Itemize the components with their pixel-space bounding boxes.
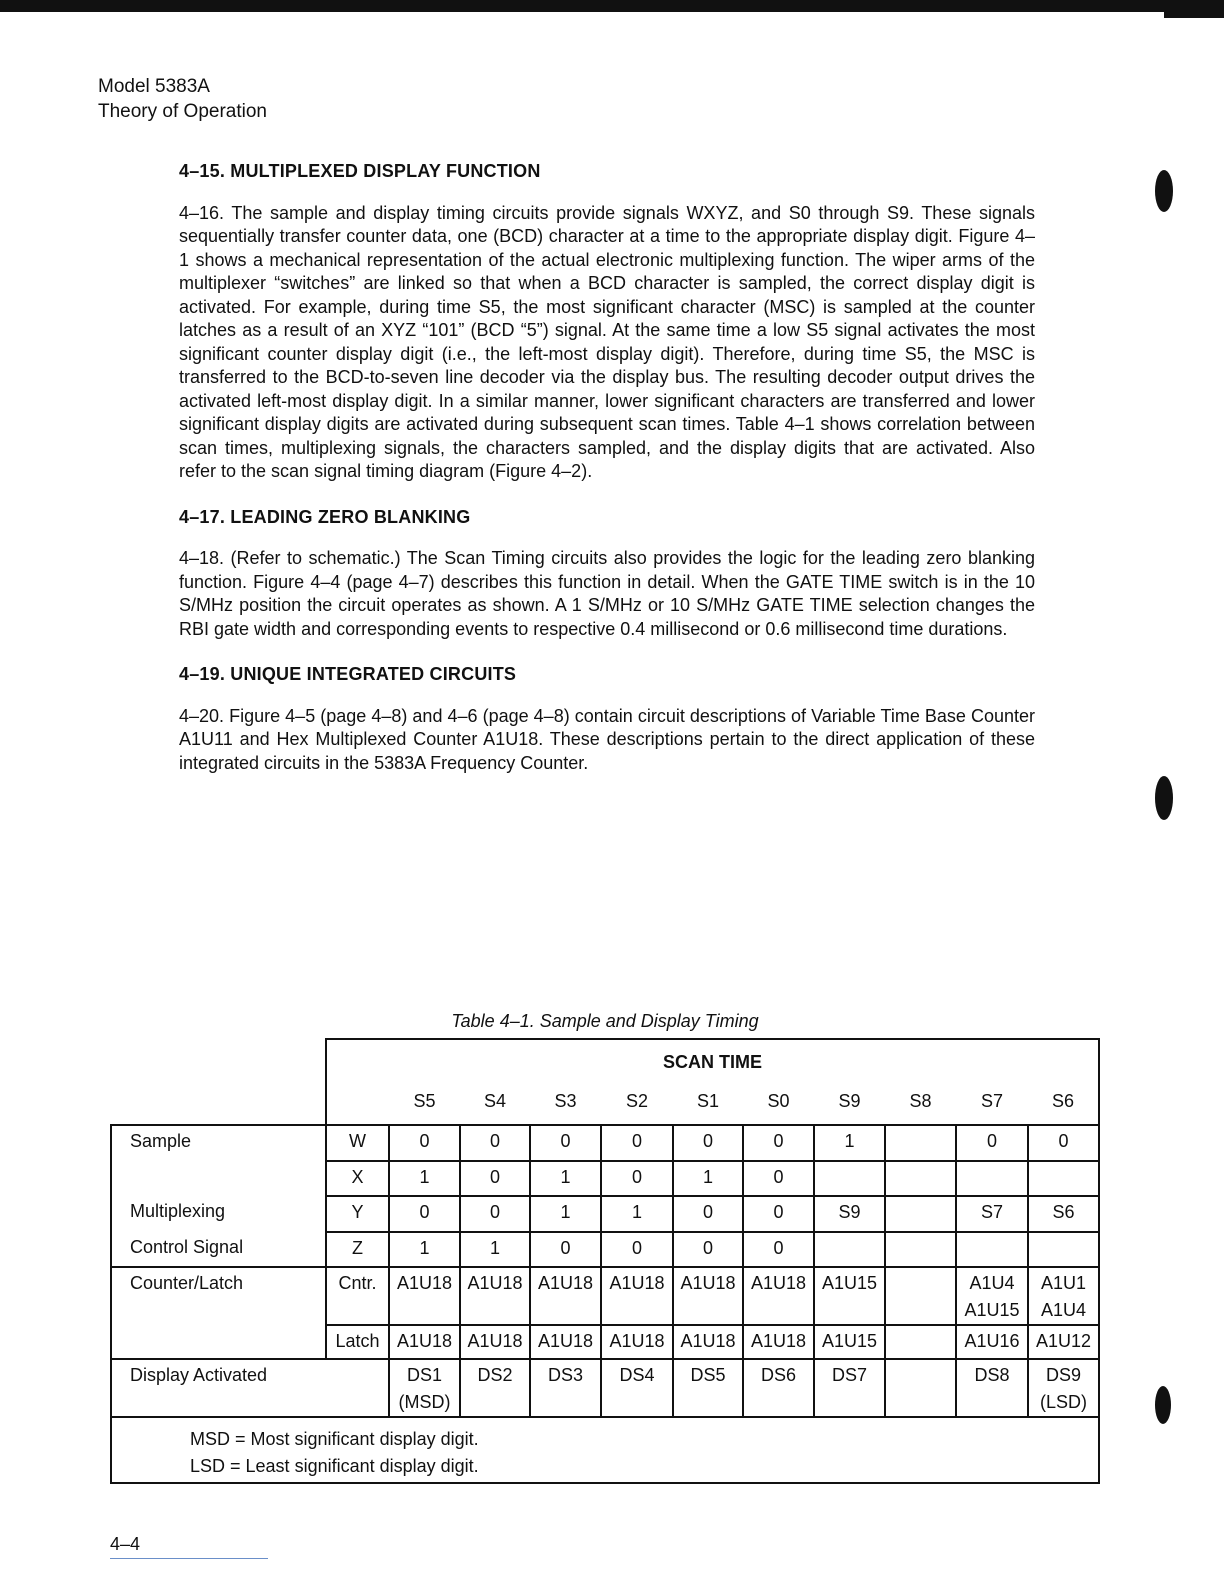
latch-value	[956, 1325, 1028, 1359]
latch-value	[530, 1325, 601, 1359]
display-digit	[1028, 1359, 1099, 1417]
signal-z-value	[460, 1232, 530, 1267]
cell-text: Counter/Latch	[130, 1273, 244, 1293]
binder-hole-mark	[1155, 1386, 1171, 1424]
signal-y-label	[326, 1196, 389, 1232]
signal-x-label	[326, 1161, 389, 1196]
scan-top-edge	[0, 0, 1224, 12]
cell-text: DS9	[1045, 1365, 1081, 1385]
cntr-value	[389, 1267, 460, 1325]
signal-x-value	[601, 1161, 673, 1196]
cell-text: A1U16	[964, 1331, 1020, 1351]
cell-text: Multiplexing	[130, 1201, 226, 1221]
scan-time-s3	[530, 1074, 601, 1125]
binder-hole-mark	[1155, 776, 1173, 820]
signal-x-value	[673, 1161, 743, 1196]
cell-text: 0	[489, 1167, 500, 1187]
cntr-value	[673, 1267, 743, 1325]
cell-text: (MSD)	[398, 1392, 451, 1412]
cell-text: DS5	[690, 1365, 726, 1385]
signal-w-value	[743, 1125, 814, 1161]
cell-text: A1U18	[750, 1331, 807, 1351]
signal-z-value	[1028, 1232, 1099, 1267]
model-label: Model 5383A	[98, 76, 210, 97]
cntr-value	[956, 1267, 1028, 1325]
note-line: MSD = Most significant display digit.	[190, 1429, 479, 1449]
cell-text: S7	[980, 1202, 1004, 1222]
cell-text: A1U18	[467, 1273, 523, 1293]
cell-text: DS6	[760, 1365, 796, 1385]
signal-y-value	[530, 1196, 601, 1232]
cell-text: DS1	[406, 1365, 442, 1385]
cell-text: Latch	[335, 1331, 380, 1351]
cell-text: 0	[702, 1131, 713, 1151]
row-label-display	[111, 1359, 389, 1417]
latch-value	[1028, 1325, 1099, 1359]
table-row	[111, 1196, 1099, 1232]
cell-text: 0	[773, 1238, 784, 1258]
row-label-counter-latch	[111, 1267, 326, 1359]
cell-text: Display Activated	[130, 1365, 268, 1385]
cntr-label	[326, 1267, 389, 1325]
table-row	[111, 1359, 1099, 1417]
cell-text: A1U15	[821, 1331, 878, 1351]
signal-w-value	[601, 1125, 673, 1161]
cell-text: DS2	[477, 1365, 513, 1385]
cell-text: 0	[702, 1202, 713, 1222]
cntr-value	[530, 1267, 601, 1325]
cell-text: 1	[419, 1167, 430, 1187]
signal-y-value	[601, 1196, 673, 1232]
signal-x-value	[460, 1161, 530, 1196]
cell-text: A1U15	[821, 1273, 878, 1293]
scan-time-s4	[460, 1074, 530, 1125]
signal-x-value	[743, 1161, 814, 1196]
cell-text: 0	[631, 1238, 642, 1258]
cell-text: S9	[838, 1202, 861, 1222]
cell-text	[1029, 1233, 1098, 1237]
cell-text: Cntr.	[338, 1273, 377, 1293]
cell-text: DS7	[831, 1365, 867, 1385]
cell-text: S7	[980, 1090, 1004, 1111]
signal-y-value	[1028, 1196, 1099, 1232]
cell-text: A1U18	[680, 1331, 736, 1351]
cell-text: 1	[489, 1238, 500, 1258]
cell-text: S6	[1052, 1202, 1075, 1222]
cntr-value	[743, 1267, 814, 1325]
signal-w-value	[530, 1125, 601, 1161]
signal-w-value	[389, 1125, 460, 1161]
signal-y-value	[460, 1196, 530, 1232]
paragraph-4-16: 4–16. The sample and display timing circuits provide signals WXYZ, and S0 through S9. These signals sequentially transfer counter data, one (BCD) character at a time to the appropriate display digit. Figure 4–1 shows a mechanical representation of the actual electronic multiplexing function. The wiper arms of the multiplexer “switches” are linked so that when a BCD character is sampled, the correct display digit is activated. For example, during time S5, the most significant character (MSC) is sampled at the counter latches as a result of an XYZ “101” (BCD “5”) signal. At the same time a low S5 signal activates the most significant counter display digit (i.e., the left-most display digit). Therefore, during time S5, the MSC is transferred to the BCD-to-seven line decoder via the display bus. The resulting decoder output drives the activated left-most display digit. In a similar manner, lower significant characters are transferred and lower significant display digits are activated during subsequent scan times. Table 4–1 shows correlation between scan times, multiplexing signals, the characters sampled, and the display digits that are activated. Also refer to the scan signal timing diagram (Figure 4–2).	[179, 202, 1035, 481]
paragraph-4-20: 4–20. Figure 4–5 (page 4–8) and 4–6 (page 4–8) contain circuit descriptions of Variable Time Base Counter A1U11 and Hex Multiplexed Counter A1U18. These descriptions pertain to the direct application of these integrated circuits in the 5383A Frequency Counter.	[179, 705, 1035, 773]
row-label	[111, 1125, 326, 1161]
cell-text: W	[349, 1131, 366, 1151]
cell-text: A1U18	[750, 1273, 807, 1293]
cell-text: 0	[631, 1131, 642, 1151]
cell-text	[886, 1360, 955, 1364]
signal-z-value	[885, 1232, 956, 1267]
cell-text	[886, 1268, 955, 1272]
table-row	[111, 1074, 1099, 1125]
scan-time-s2	[601, 1074, 673, 1125]
display-digit	[601, 1359, 673, 1417]
cell-text: 0	[419, 1202, 430, 1222]
cell-text: A1U18	[537, 1331, 594, 1351]
signal-z-value	[814, 1232, 885, 1267]
latch-value	[885, 1325, 956, 1359]
cell-text: X	[351, 1167, 364, 1187]
paragraph-4-18: 4–18. (Refer to schematic.) The Scan Timing circuits also provides the logic for the leading zero blanking function. Figure 4–4 (page 4–7) describes this function in detail. When the GATE TIME switch is in the 10 S/MHz position the circuit operates as shown. A 1 S/MHz or 10 S/MHz GATE TIME selection changes the RBI gate width and corresponding events to respective 0.4 millisecond or 0.6 millisecond time durations.	[179, 548, 1035, 639]
heading-4-17: 4–17. LEADING ZERO BLANKING	[179, 506, 471, 527]
cell-text: 1	[560, 1167, 571, 1187]
scan-time-s7	[956, 1074, 1028, 1125]
signal-z-value	[530, 1232, 601, 1267]
timing-table	[110, 1038, 1100, 1484]
signal-z-value	[956, 1232, 1028, 1267]
cell-text	[886, 1162, 955, 1166]
display-digit	[389, 1359, 460, 1417]
signal-w-value	[1028, 1125, 1099, 1161]
cell-text	[1029, 1162, 1098, 1166]
cntr-value	[460, 1267, 530, 1325]
signal-w-value	[673, 1125, 743, 1161]
cell-text: (LSD)	[1039, 1392, 1087, 1412]
scan-time-s0	[743, 1074, 814, 1125]
signal-z-value	[673, 1232, 743, 1267]
cell-text: DS8	[974, 1365, 1010, 1385]
signal-w-value	[460, 1125, 530, 1161]
scan-time-s1	[673, 1074, 743, 1125]
heading-4-19: 4–19. UNIQUE INTEGRATED CIRCUITS	[179, 664, 517, 684]
display-digit	[460, 1359, 530, 1417]
cell-text: A1U1	[1040, 1273, 1087, 1293]
display-digit	[814, 1359, 885, 1417]
latch-value	[673, 1325, 743, 1359]
signal-w-value	[885, 1125, 956, 1161]
scan-time-s9	[814, 1074, 885, 1125]
cell-text: 1	[844, 1131, 855, 1151]
cell-text: S4	[483, 1090, 507, 1111]
cell-text: 1	[419, 1238, 430, 1258]
cell-text: 0	[1058, 1131, 1069, 1151]
cell-text: A1U18	[609, 1331, 665, 1351]
display-digit	[743, 1359, 814, 1417]
cell-text: 0	[702, 1238, 713, 1258]
cell-text	[886, 1126, 955, 1130]
signal-x-value	[530, 1161, 601, 1196]
table-row	[111, 1267, 1099, 1325]
cell-text: A1U12	[1035, 1331, 1092, 1351]
cell-text: S1	[696, 1090, 720, 1111]
binder-hole-mark	[1155, 170, 1173, 212]
cell-text: Sample	[130, 1131, 192, 1151]
display-digit	[673, 1359, 743, 1417]
signal-y-value	[389, 1196, 460, 1232]
scan-time-header	[326, 1039, 1099, 1074]
signal-z-value	[743, 1232, 814, 1267]
latch-value	[460, 1325, 530, 1359]
cell-text: 0	[489, 1131, 500, 1151]
page-header	[98, 74, 267, 124]
table-row	[111, 1232, 1099, 1267]
signal-x-value	[885, 1161, 956, 1196]
cell-text: 1	[631, 1202, 642, 1222]
cell-text: 0	[773, 1131, 784, 1151]
latch-label	[326, 1325, 389, 1359]
signal-z-label	[326, 1232, 389, 1267]
cell-text	[957, 1162, 1027, 1166]
scan-time-s6	[1028, 1074, 1099, 1125]
cell-text: S6	[1051, 1090, 1075, 1111]
cell-text: S0	[767, 1090, 790, 1111]
cell-text	[886, 1326, 955, 1330]
cell-text: 0	[986, 1131, 997, 1151]
scan-time-s8	[885, 1074, 956, 1125]
signal-y-value	[673, 1196, 743, 1232]
cell-text	[886, 1197, 955, 1201]
row-label	[111, 1161, 326, 1196]
cell-text: Z	[352, 1238, 363, 1258]
scan-time-s5	[389, 1074, 460, 1125]
cell-text: Control Signal	[130, 1237, 244, 1257]
signal-w-value	[956, 1125, 1028, 1161]
signal-x-value	[956, 1161, 1028, 1196]
cell-text	[815, 1233, 884, 1237]
table-row	[111, 1161, 1099, 1196]
latch-value	[814, 1325, 885, 1359]
table-row	[111, 1039, 1099, 1074]
cell-text: S9	[838, 1090, 861, 1111]
signal-w-value	[814, 1125, 885, 1161]
cell-text: 0	[560, 1238, 571, 1258]
cell-text: 0	[773, 1167, 784, 1187]
display-digit	[885, 1359, 956, 1417]
footer-rule	[110, 1558, 268, 1559]
table-row	[111, 1125, 1099, 1161]
cell-text: 1	[702, 1167, 713, 1187]
scan-spacer	[326, 1074, 389, 1125]
cell-text: A1U18	[537, 1273, 594, 1293]
cell-text: A1U4	[1040, 1300, 1087, 1320]
signal-x-value	[814, 1161, 885, 1196]
cell-text: A1U18	[680, 1273, 736, 1293]
signal-y-value	[743, 1196, 814, 1232]
cell-text: 0	[631, 1167, 642, 1187]
note-line: LSD = Least significant display digit.	[190, 1456, 479, 1476]
cntr-value	[601, 1267, 673, 1325]
latch-value	[601, 1325, 673, 1359]
cell-text: A1U18	[396, 1273, 453, 1293]
row-label	[111, 1232, 326, 1267]
cntr-value	[814, 1267, 885, 1325]
signal-z-value	[601, 1232, 673, 1267]
row-label	[111, 1196, 326, 1232]
cell-text: S8	[909, 1090, 932, 1111]
cell-text: 0	[489, 1202, 500, 1222]
cntr-value	[1028, 1267, 1099, 1325]
page-number: 4–4	[110, 1534, 141, 1554]
signal-x-value	[389, 1161, 460, 1196]
cntr-value	[885, 1267, 956, 1325]
cell-text	[815, 1162, 884, 1166]
table-notes	[111, 1417, 1099, 1483]
page-content	[179, 160, 1035, 797]
cell-text: S3	[554, 1090, 577, 1111]
cell-text: A1U18	[396, 1331, 453, 1351]
display-digit	[956, 1359, 1028, 1417]
display-digit	[530, 1359, 601, 1417]
section-label: Theory of Operation	[98, 101, 267, 122]
cell-text: SCAN TIME	[663, 1052, 762, 1072]
blank-corner	[111, 1039, 326, 1074]
table-row	[111, 1417, 1099, 1483]
cell-text: 1	[560, 1202, 571, 1222]
heading-4-15: 4–15. MULTIPLEXED DISPLAY FUNCTION	[179, 161, 541, 181]
signal-z-value	[389, 1232, 460, 1267]
cell-text: S5	[413, 1090, 436, 1111]
cell-text: Y	[351, 1202, 364, 1222]
cell-text: S2	[625, 1090, 649, 1111]
latch-value	[743, 1325, 814, 1359]
cell-text: 0	[419, 1131, 430, 1151]
cell-text	[957, 1233, 1027, 1237]
cell-text: A1U15	[964, 1300, 1020, 1320]
cell-text: DS3	[547, 1365, 583, 1385]
signal-x-value	[1028, 1161, 1099, 1196]
table-title: Table 4–1. Sample and Display Timing	[451, 1011, 759, 1031]
cell-text: A1U18	[609, 1273, 665, 1293]
signal-y-value	[814, 1196, 885, 1232]
signal-y-value	[956, 1196, 1028, 1232]
cell-text	[886, 1233, 955, 1237]
signal-w-label	[326, 1125, 389, 1161]
cell-text: 0	[773, 1202, 784, 1222]
cell-text: DS4	[619, 1365, 655, 1385]
signal-y-value	[885, 1196, 956, 1232]
cell-text: 0	[560, 1131, 571, 1151]
cell-text: A1U4	[969, 1273, 1015, 1293]
latch-value	[389, 1325, 460, 1359]
cell-text: A1U18	[467, 1331, 523, 1351]
blank-corner	[111, 1074, 326, 1125]
